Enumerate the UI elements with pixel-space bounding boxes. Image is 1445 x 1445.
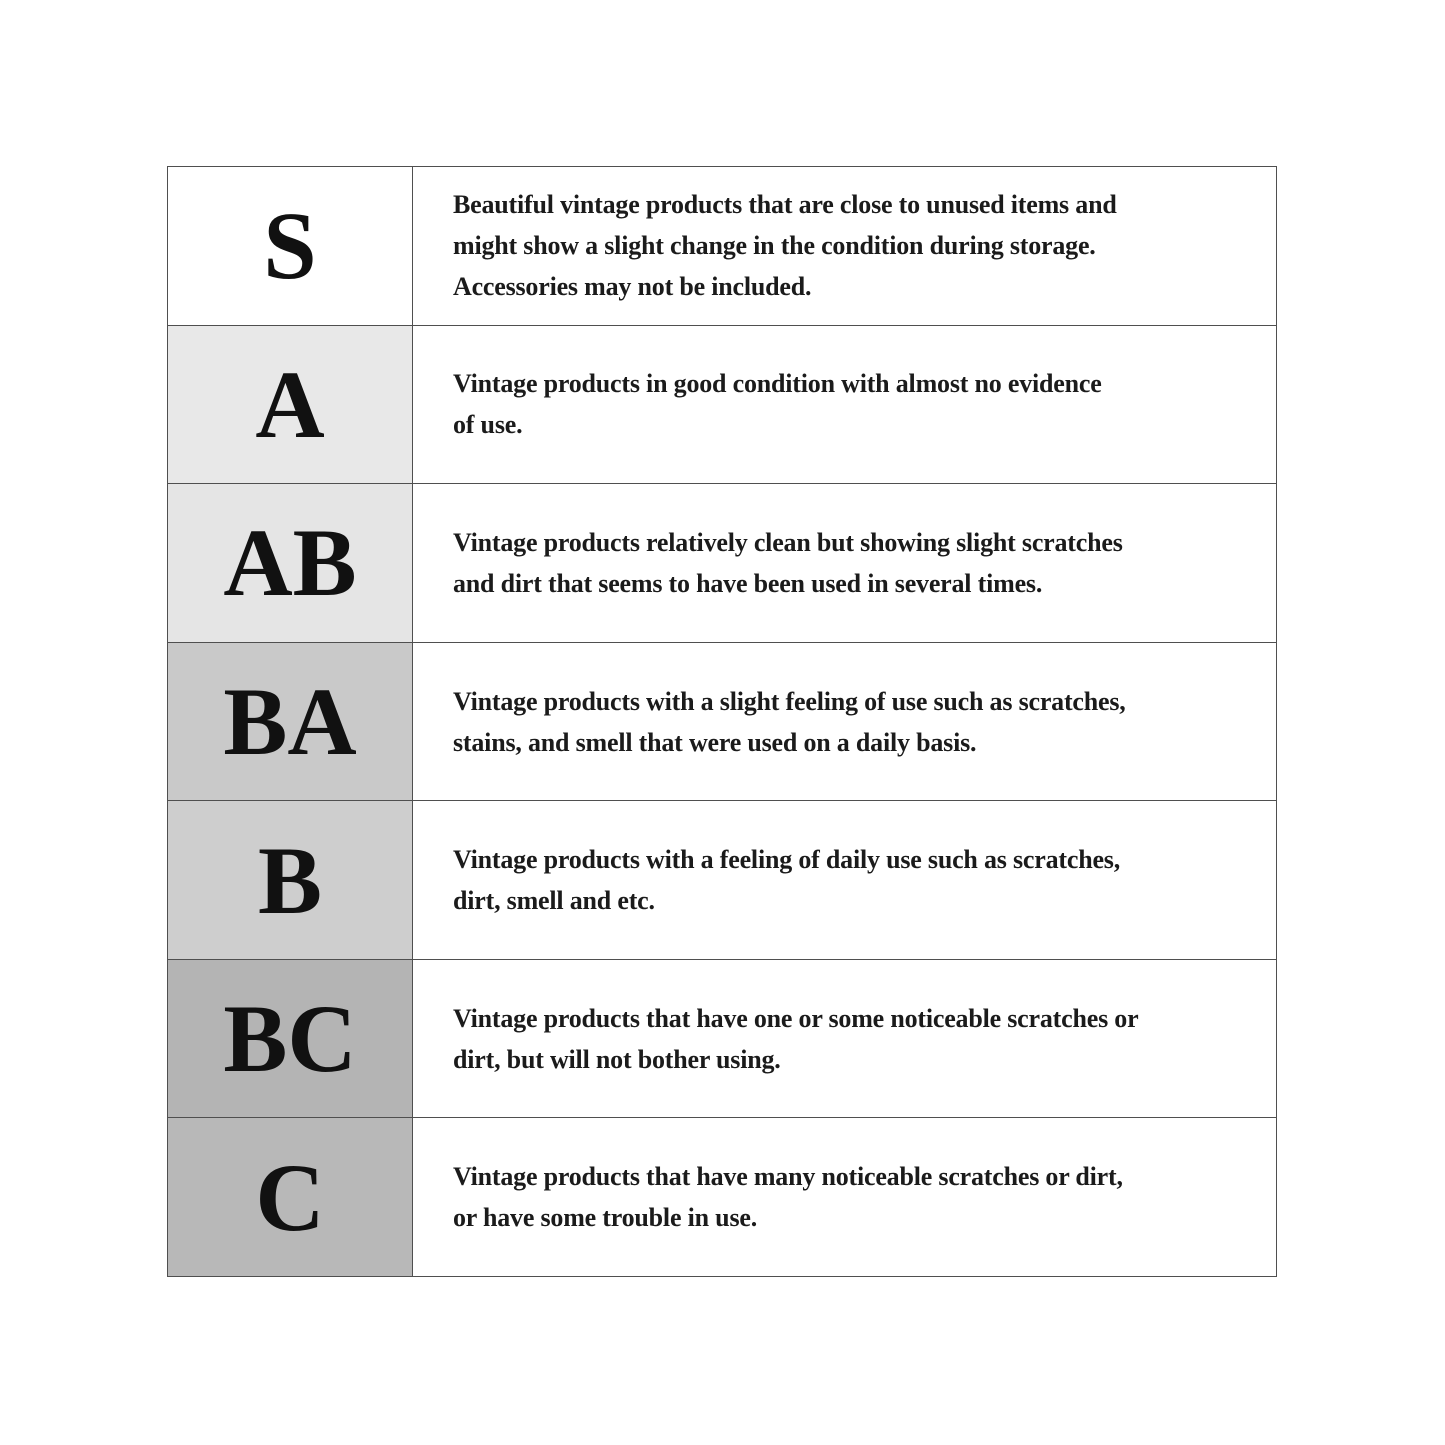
grade-label-s: S xyxy=(168,167,413,325)
grade-description-cell-bc xyxy=(413,960,1276,1118)
grade-label-a: A xyxy=(168,326,413,484)
grade-label-ab: AB xyxy=(168,484,413,642)
grade-description-a: Vintage products in good condition with almost no evidence of use. xyxy=(453,369,1102,440)
grade-description-cell-c xyxy=(413,1118,1276,1276)
grade-description-ba: Vintage products with a slight feeling of use such as scratches, stains, and smell that were used on a daily basis. xyxy=(453,686,1126,757)
grade-row-b xyxy=(168,800,1276,959)
grade-row-c xyxy=(168,1117,1276,1276)
grade-description-cell-a xyxy=(413,326,1276,484)
grade-description-b: Vintage products with a feeling of daily use such as scratches, dirt, smell and etc. xyxy=(453,845,1121,916)
grade-label-b: B xyxy=(168,801,413,959)
grade-description-cell-ba xyxy=(413,643,1276,801)
grade-description-cell-b xyxy=(413,801,1276,959)
grade-description-s: Beautiful vintage products that are close to unused items and might show a slight change in the condition during storage. Accessories may not be included. xyxy=(453,190,1117,302)
grade-description-cell-ab xyxy=(413,484,1276,642)
grade-description-c: Vintage products that have many noticeable scratches or dirt, or have some trouble in use. xyxy=(453,1162,1123,1233)
grade-label-c: C xyxy=(168,1118,413,1276)
grade-description-cell-s xyxy=(413,167,1276,325)
grade-description-ab: Vintage products relatively clean but showing slight scratches and dirt that seems to have been used in several times. xyxy=(453,527,1123,598)
grade-description-bc: Vintage products that have one or some noticeable scratches or dirt, but will not bother using. xyxy=(453,1003,1139,1074)
grade-row-a xyxy=(168,325,1276,484)
grade-row-ab xyxy=(168,483,1276,642)
grade-label-ba: BA xyxy=(168,643,413,801)
grade-row-s xyxy=(168,167,1276,325)
grade-label-bc: BC xyxy=(168,960,413,1118)
condition-grade-table xyxy=(167,166,1277,1277)
grade-row-bc xyxy=(168,959,1276,1118)
grade-row-ba xyxy=(168,642,1276,801)
